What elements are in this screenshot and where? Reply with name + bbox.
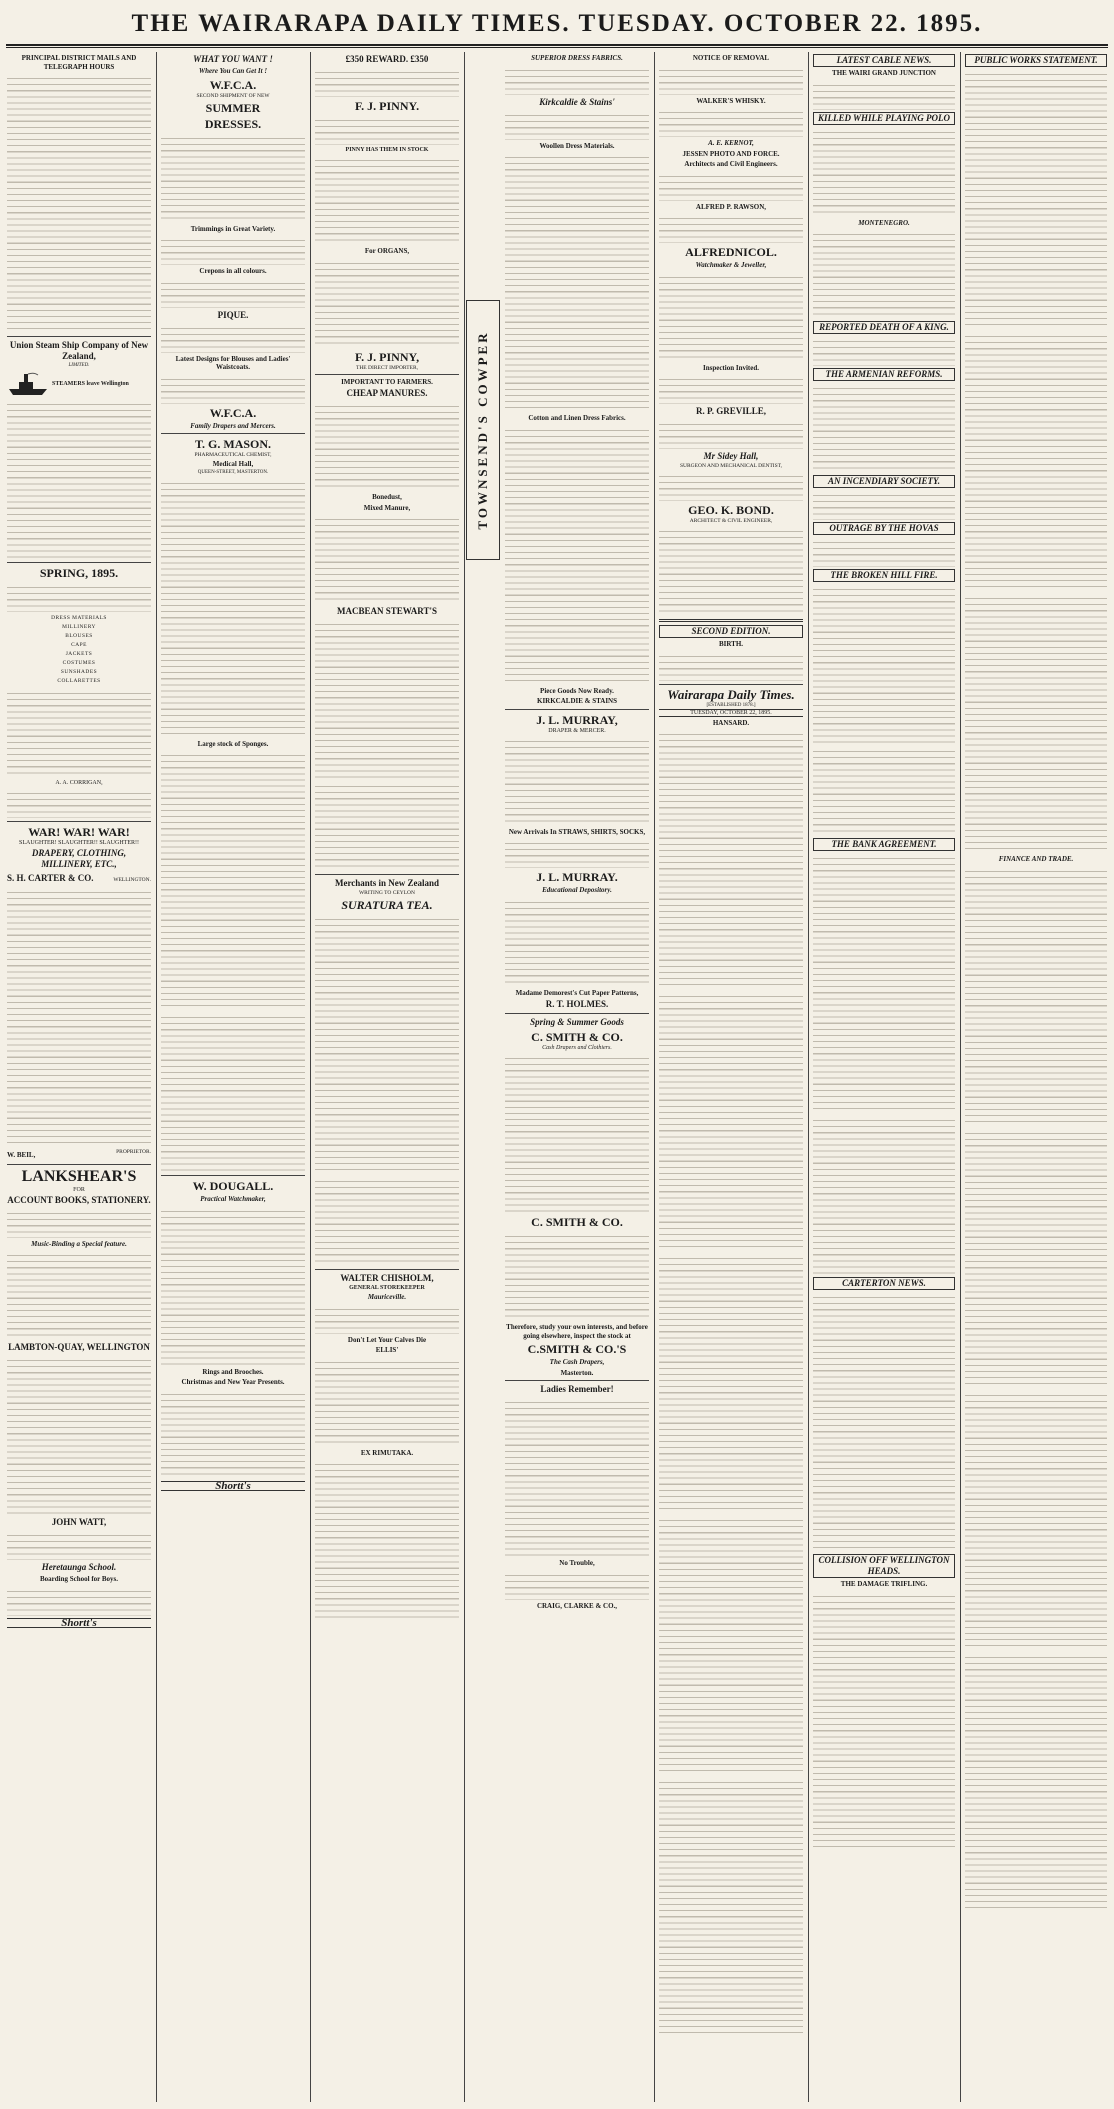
latest-text (161, 374, 305, 404)
rimutaka-text (315, 1459, 459, 1619)
craig-clarke: CRAIG, CLARKE & CO., (536, 1601, 618, 1610)
crepons-text (161, 278, 305, 308)
corrigan-name: A. A. CORRIGAN, (55, 780, 103, 786)
broken-text-2 (813, 746, 955, 836)
births-text (659, 651, 803, 681)
where-heading: Where You Can Get It ! (198, 67, 268, 75)
spring-text (7, 688, 151, 778)
column-2 (158, 52, 308, 2102)
straws-text (505, 838, 649, 868)
death-text (813, 336, 955, 366)
music-binding: Music-Binding a Special feature. (31, 1239, 127, 1248)
montenegro: MONTENEGRO. (858, 218, 910, 227)
armenian-text (813, 383, 955, 473)
alfred-nicol: ALFREDNICOL. (685, 245, 777, 259)
architects: Architects and Civil Engineers. (684, 160, 778, 168)
heretaunga-school: Heretaunga School. (41, 1562, 117, 1573)
bond-heading: GEO. K. BOND. (688, 503, 774, 518)
latest-cable-news: LATEST CABLE NEWS. (813, 54, 955, 67)
rimutaka: EX RIMUTAKA. (360, 1448, 414, 1457)
mixed-text (315, 514, 459, 604)
farmers-heading: IMPORTANT TO FARMERS. (341, 377, 433, 386)
family-drapers: Family Drapers and Mercers. (190, 421, 276, 430)
holmes-heading: R. T. HOLMES. (545, 999, 609, 1010)
reward-text (315, 67, 459, 97)
superior-text (505, 65, 649, 95)
column-rule (654, 52, 655, 2102)
masthead-rule (6, 44, 1108, 48)
watt-text (7, 1530, 151, 1560)
surgeon: SURGEON AND MECHANICAL DENTIST, (679, 463, 783, 469)
kernot: A. E. KERNOT, (708, 139, 754, 147)
shortt-logo-2: Shortt's (161, 1481, 305, 1491)
organs: For ORGANS, (364, 247, 410, 256)
organs-text (315, 258, 459, 348)
spring-item: JACKETS (65, 651, 93, 657)
broken-hill-fire: THE BROKEN HILL FIRE. (813, 569, 955, 582)
trimmings-text (161, 235, 305, 265)
agreement-text (813, 853, 955, 1113)
no-trouble: No Trouble, (559, 1559, 595, 1568)
architects-text (659, 171, 803, 201)
collision-text (813, 1591, 955, 1851)
carter-text (7, 887, 151, 1147)
slaughter-line: SLAUGHTER! SLAUGHTER!! SLAUGHTER!! (19, 840, 139, 847)
smith-text-2 (505, 1231, 649, 1321)
summer-heading: SUMMER (205, 100, 261, 115)
lankshear-for: FOR (73, 1186, 85, 1193)
established: [ESTABLISHED 1878.] (706, 702, 756, 708)
pinny-stock: PINNY HAS THEM IN STOCK (345, 147, 429, 153)
pinny-heading: F. J. PINNY. (354, 99, 420, 113)
sidey-text (659, 471, 803, 501)
masthead (0, 0, 1114, 50)
public-text-3 (965, 593, 1107, 853)
damage-trifling: THE DAMAGE TRIFLING. (840, 1580, 928, 1588)
nicol-text (659, 272, 803, 362)
cotton-linen: Cotton and Linen Dress Fabrics. (528, 414, 626, 422)
outrage-text (813, 537, 955, 567)
spring-heading: SPRING, 1895. (39, 566, 119, 580)
spring-item: COSTUMES (62, 660, 96, 666)
column-rule (960, 52, 961, 2102)
spring-item: SUNSHADES (60, 669, 98, 675)
finance-trade: FINANCE AND TRADE. (998, 855, 1074, 863)
townsend-banner (466, 300, 500, 560)
carterton-text (813, 1292, 955, 1552)
piece-goods: Piece Goods Now Ready. (540, 686, 614, 695)
notice-removal: NOTICE OF REMOVAL (692, 54, 770, 62)
dougall-text (161, 1206, 305, 1366)
second-edition: SECOND EDITION. (659, 625, 803, 638)
mails-text (7, 73, 151, 333)
suratura-text (315, 914, 459, 1174)
chisholm-heading: WALTER CHISHOLM, (340, 1273, 434, 1284)
murray-heading: J. L. MURRAY, (536, 712, 618, 727)
leader-text-2 (659, 991, 803, 1251)
calves-heading: Don't Let Your Calves Die (347, 1335, 427, 1344)
lambton-quay: LAMBTON-QUAY, WELLINGTON (8, 1342, 150, 1353)
crepons: Crepons in all colours. (199, 267, 267, 276)
storekeeper: GENERAL STOREKEEPER (349, 1285, 425, 1292)
boarding-school: Boarding School for Boys. (39, 1575, 119, 1584)
grand-junction: THE WAIRI GRAND JUNCTION (832, 69, 936, 77)
murray-text (505, 736, 649, 826)
union-schedule (7, 399, 151, 559)
macbean-heading: MACBEAN STEWART'S (337, 606, 437, 617)
births: BIRTH. (718, 640, 744, 649)
public-text-2 (965, 331, 1107, 591)
leader-text-4 (659, 1515, 803, 1775)
steamship-icon (7, 371, 49, 397)
smith-heading: C. SMITH & CO. (531, 1030, 623, 1045)
corrigan-text (7, 788, 151, 818)
issue-date: TUESDAY, OCTOBER 22, 1895. (659, 709, 803, 717)
new-arrivals: New Arrivals In STRAWS, SHIRTS, SOCKS, (508, 827, 646, 836)
mason-text-2 (161, 750, 305, 1010)
townsend-text: TOWNSEND'S COWPER (475, 330, 490, 530)
leader-text-5 (659, 1777, 803, 2037)
armenian-reforms: THE ARMENIAN REFORMS. (813, 368, 955, 381)
grand-text (813, 80, 955, 110)
killed-text (813, 127, 955, 217)
union-sub: LIMITED. (68, 363, 90, 368)
kirkcaldie-2: KIRKCALDIE & STAINS (537, 697, 617, 705)
bond-text (659, 526, 803, 616)
ellis: ELLIS' (375, 1346, 399, 1355)
spring-intro (7, 582, 151, 612)
john-watt: JOHN WATT, (51, 1517, 107, 1528)
merchants-heading: Merchants in New Zealand (334, 878, 440, 889)
inspection-text (659, 374, 803, 404)
music-text (7, 1250, 151, 1340)
finance-text-4 (965, 1652, 1107, 1912)
bonedust: Bonedust, (372, 493, 402, 502)
trimmings: Trimmings in Great Variety. (190, 224, 276, 233)
drapery-heading: DRAPERY, CLOTHING, MILLINERY, ETC., (31, 848, 127, 870)
writing-ceylon: WRITING TO CEYLON (358, 890, 415, 897)
jeweller: Watchmaker & Jeweller, (695, 261, 767, 269)
column-7 (962, 52, 1110, 2102)
smith-heading-2: C. SMITH & CO. (531, 1215, 623, 1230)
column-4 (502, 52, 652, 2102)
column-rule (808, 52, 809, 2102)
wfca-heading: W.F.C.A. (209, 77, 257, 92)
cash-drapers-2: The Cash Drapers, (549, 1358, 605, 1367)
woollen-text (505, 152, 649, 412)
hansard: HANSARD. (712, 718, 750, 727)
educational-depository: Educational Depository. (542, 886, 612, 895)
war-heading: WAR! WAR! WAR! (28, 825, 130, 840)
incendiary-text (813, 490, 955, 520)
murray-heading-2: J. L. MURRAY. (536, 870, 618, 885)
chisholm-text (315, 1304, 459, 1334)
bank-agreement: THE BANK AGREEMENT. (813, 838, 955, 851)
spring-item: CAPE (71, 642, 87, 648)
spring-item: COLLARETTES (57, 678, 101, 684)
pinny-text (315, 155, 459, 245)
finance-text-2 (965, 1128, 1107, 1388)
cash-drapers: Cash Drapers and Clothiers. (542, 1045, 612, 1052)
pinny-heading-2: F. J. PINNY, (354, 349, 420, 364)
spring-item: BLOUSES (65, 633, 93, 639)
trouble-text (505, 1570, 649, 1600)
killed-polo: KILLED WHILE PLAYING POLO (813, 112, 955, 125)
sidey-hall: Mr Sidey Hall, (703, 451, 759, 461)
second-shipment: SECOND SHIPMENT OF NEW (196, 92, 270, 99)
spring-item: DRESS MATERIALS (51, 615, 107, 621)
sponges: Large stock of Sponges. (197, 739, 269, 748)
union-steamers: STEAMERS leave Wellington (52, 380, 129, 387)
suratura-tea: SURATURA TEA. (341, 898, 433, 913)
kirkcaldie-text (505, 110, 649, 140)
column-rule (310, 52, 311, 2102)
lambton-text (7, 1355, 151, 1515)
column-5 (656, 52, 806, 2102)
rawson: ALFRED P. RAWSON, (695, 202, 767, 211)
carterton-news: CARTERTON NEWS. (813, 1277, 955, 1290)
column-6 (810, 52, 958, 2102)
mason-text-3 (161, 1012, 305, 1172)
mixed-manure: Mixed Manure, (363, 503, 411, 512)
macbean-text (315, 619, 459, 779)
pinny-intro (315, 115, 459, 145)
mason-heading: T. G. MASON. (194, 437, 272, 452)
leader-text-3 (659, 1253, 803, 1513)
chemist: PHARMACEUTICAL CHEMIST, (194, 452, 272, 459)
ladies-remember: Ladies Remember! (540, 1384, 614, 1395)
finance-text (965, 866, 1107, 1126)
column-rule (464, 52, 465, 2102)
direct-importer: THE DIRECT IMPORTER, (355, 364, 419, 371)
collision-heads: COLLISION OFF WELLINGTON HEADS. (813, 1554, 955, 1578)
shortt-logo: Shortt's (7, 1618, 151, 1628)
beil-role: PROPRIETOR. (116, 1149, 151, 1156)
removal-text (659, 65, 803, 95)
murray-draper: DRAPER & MERCER. (548, 727, 606, 734)
inspection: Inspection Invited. (702, 363, 759, 372)
boarding-text (7, 1586, 151, 1616)
column-3 (312, 52, 462, 2102)
manure-text (315, 401, 459, 491)
kirkcaldie-heading: Kirkcaldie & Stains' (539, 96, 615, 107)
wfca-heading-2: W.F.C.A. (209, 405, 257, 420)
reward-heading: £350 REWARD. £350 (345, 54, 429, 64)
spring-summer-goods: Spring & Summer Goods (530, 1017, 624, 1028)
jessen: JESSEN PHOTO AND FORCE. (682, 149, 780, 158)
queen-street: QUEEN-STREET, MASTERTON. (197, 469, 269, 475)
want-heading: WHAT YOU WANT ! (193, 54, 273, 64)
watchmaker: Practical Watchmaker, (200, 1195, 266, 1204)
spring-list (7, 614, 151, 686)
broken-text (813, 584, 955, 744)
smith-heading-3: C.SMITH & CO.'S (527, 1342, 627, 1357)
outrage-hovas: OUTRAGE BY THE HOVAS (813, 522, 955, 535)
agreement-text-2 (813, 1115, 955, 1275)
daily-times-title: Wairarapa Daily Times. (667, 686, 795, 702)
walkers-text (659, 107, 803, 137)
finance-text-3 (965, 1390, 1107, 1650)
montenegro-text (813, 229, 955, 319)
greville-text (659, 419, 803, 449)
rawson-text (659, 213, 803, 243)
rings-brooches: Rings and Brooches. (202, 1367, 264, 1376)
pique-text (161, 323, 305, 353)
lankshear-heading: LANKSHEAR'S (21, 1167, 137, 1185)
death-king: REPORTED DEATH OF A KING. (813, 321, 955, 334)
column-rule (156, 52, 157, 2102)
therefore-text: Therefore, study your own interests, and before going elsewhere, inspect the stock at (506, 1323, 648, 1340)
greville: R. P. GREVILLE, (696, 406, 766, 416)
carter-name: S. H. CARTER & CO. (7, 873, 94, 884)
bond-architect: ARCHITECT & CIVIL ENGINEER, (689, 518, 773, 525)
account-text (7, 1208, 151, 1238)
incendiary-society: AN INCENDIARY SOCIETY. (813, 475, 955, 488)
smith-text (505, 1053, 649, 1213)
carter-place: WELLINGTON. (113, 877, 151, 884)
latest-designs: Latest Designs for Blouses and Ladies' Waistcoats. (175, 354, 291, 372)
cotton-text (505, 425, 649, 685)
madame-demorest: Madame Demorest's Cut Paper Patterns, (515, 988, 639, 997)
union-title: Union Steam Ship Company of New Zealand, (9, 340, 149, 361)
account-books: ACCOUNT BOOKS, STATIONERY. (7, 1194, 151, 1205)
suratura-text-2 (315, 1176, 459, 1266)
manure-heading: CHEAP MANURES. (346, 388, 428, 399)
pique: PIQUE. (217, 309, 249, 320)
educational-text (505, 897, 649, 987)
calves-text (315, 1357, 459, 1447)
macbean-text-2 (315, 781, 459, 871)
leader-text (659, 729, 803, 989)
woollen-materials: Woollen Dress Materials. (539, 141, 615, 150)
column-1 (4, 52, 154, 2102)
mails-heading: PRINCIPAL DISTRICT MAILS AND TELEGRAPH HOURS (21, 54, 137, 71)
superior-fabrics: SUPERIOR DRESS FABRICS. (531, 54, 623, 62)
beil-name: W. BEIL, (7, 1151, 36, 1160)
presents: Christmas and New Year Presents. (181, 1378, 285, 1387)
ladies-text (505, 1397, 649, 1557)
newspaper-title: THE WAIRARAPA DAILY TIMES. TUESDAY. OCTOBER 22. 1895. (131, 10, 983, 37)
presents-text (161, 1389, 305, 1479)
public-works-statement: PUBLIC WORKS STATEMENT. (965, 54, 1107, 67)
dresses-text (161, 133, 305, 223)
spring-item: MILLINERY (62, 624, 96, 630)
public-text (965, 69, 1107, 329)
mason-text (161, 478, 305, 738)
mauriceville: Mauriceville. (367, 1293, 407, 1302)
dougall-heading: W. DOUGALL. (192, 1179, 274, 1194)
dresses-heading: DRESSES. (204, 116, 262, 131)
medical-hall: Medical Hall, (212, 460, 254, 469)
walkers-whisky: WALKER'S WHISKY. (696, 96, 766, 105)
masterton: Masterton. (560, 1368, 594, 1377)
